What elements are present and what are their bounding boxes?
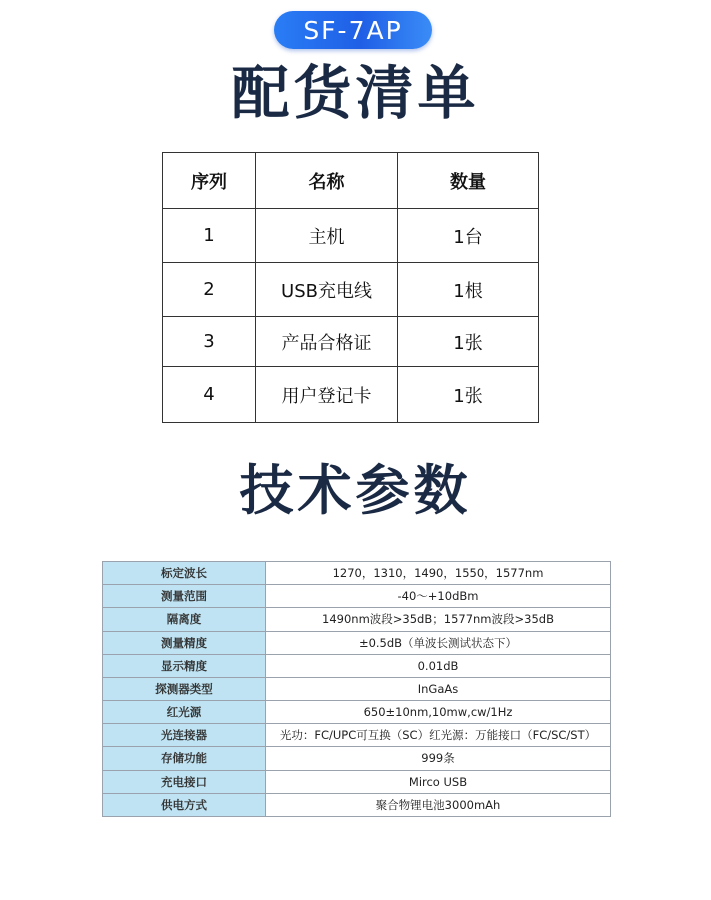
table-cell: 3 <box>163 317 256 367</box>
table-cell: 用户登记卡 <box>256 367 398 423</box>
spec-key: 红光源 <box>103 701 266 724</box>
spec-row <box>103 724 611 747</box>
table-cell: 产品合格证 <box>256 317 398 367</box>
table-cell: 1张 <box>398 317 539 367</box>
table-row <box>163 263 539 317</box>
spec-value: -40～+10dBm <box>266 585 611 608</box>
table-cell: 1张 <box>398 367 539 423</box>
header-cell: 序列 <box>163 153 256 209</box>
spec-value: 650±10nm,10mw,cw/1Hz <box>266 701 611 724</box>
table-cell: 2 <box>163 263 256 317</box>
table-row <box>163 367 539 423</box>
technical-specs-title: 技术参数 <box>239 459 472 522</box>
spec-key: 充电接口 <box>103 770 266 793</box>
table-cell: USB充电线 <box>256 263 398 317</box>
packing-list-table <box>162 152 539 423</box>
spec-key: 探测器类型 <box>103 677 266 700</box>
spec-row <box>103 631 611 654</box>
spec-value: 999条 <box>266 747 611 770</box>
spec-row <box>103 793 611 816</box>
spec-key: 测量精度 <box>103 631 266 654</box>
technical-specs-table <box>102 561 611 817</box>
spec-value: 1270，1310，1490，1550，1577nm <box>266 562 611 585</box>
spec-value: Mirco USB <box>266 770 611 793</box>
table-cell: 1台 <box>398 209 539 263</box>
header-cell: 名称 <box>256 153 398 209</box>
spec-row <box>103 770 611 793</box>
table-row <box>163 317 539 367</box>
spec-row <box>103 747 611 770</box>
spec-row <box>103 585 611 608</box>
spec-value: 光功：FC/UPC可互换（SC）红光源：万能接口（FC/SC/ST） <box>266 724 611 747</box>
packing-list-title: 配货清单 <box>231 59 480 127</box>
table-row <box>163 209 539 263</box>
table-cell: 1 <box>163 209 256 263</box>
spec-row <box>103 608 611 631</box>
model-badge: SF-7AP <box>274 11 432 49</box>
spec-key: 显示精度 <box>103 654 266 677</box>
spec-key: 光连接器 <box>103 724 266 747</box>
header-cell: 数量 <box>398 153 539 209</box>
spec-value: 0.01dB <box>266 654 611 677</box>
spec-value: 聚合物锂电池3000mAh <box>266 793 611 816</box>
packing-table-header <box>163 153 539 209</box>
spec-key: 供电方式 <box>103 793 266 816</box>
table-cell: 1根 <box>398 263 539 317</box>
spec-value: InGaAs <box>266 677 611 700</box>
spec-key: 标定波长 <box>103 562 266 585</box>
spec-row <box>103 654 611 677</box>
spec-key: 测量范围 <box>103 585 266 608</box>
spec-value: 1490nm波段>35dB；1577nm波段>35dB <box>266 608 611 631</box>
spec-row <box>103 701 611 724</box>
spec-row <box>103 677 611 700</box>
table-cell: 4 <box>163 367 256 423</box>
spec-key: 存储功能 <box>103 747 266 770</box>
spec-value: ±0.5dB（单波长测试状态下） <box>266 631 611 654</box>
spec-key: 隔离度 <box>103 608 266 631</box>
table-cell: 主机 <box>256 209 398 263</box>
spec-row <box>103 562 611 585</box>
